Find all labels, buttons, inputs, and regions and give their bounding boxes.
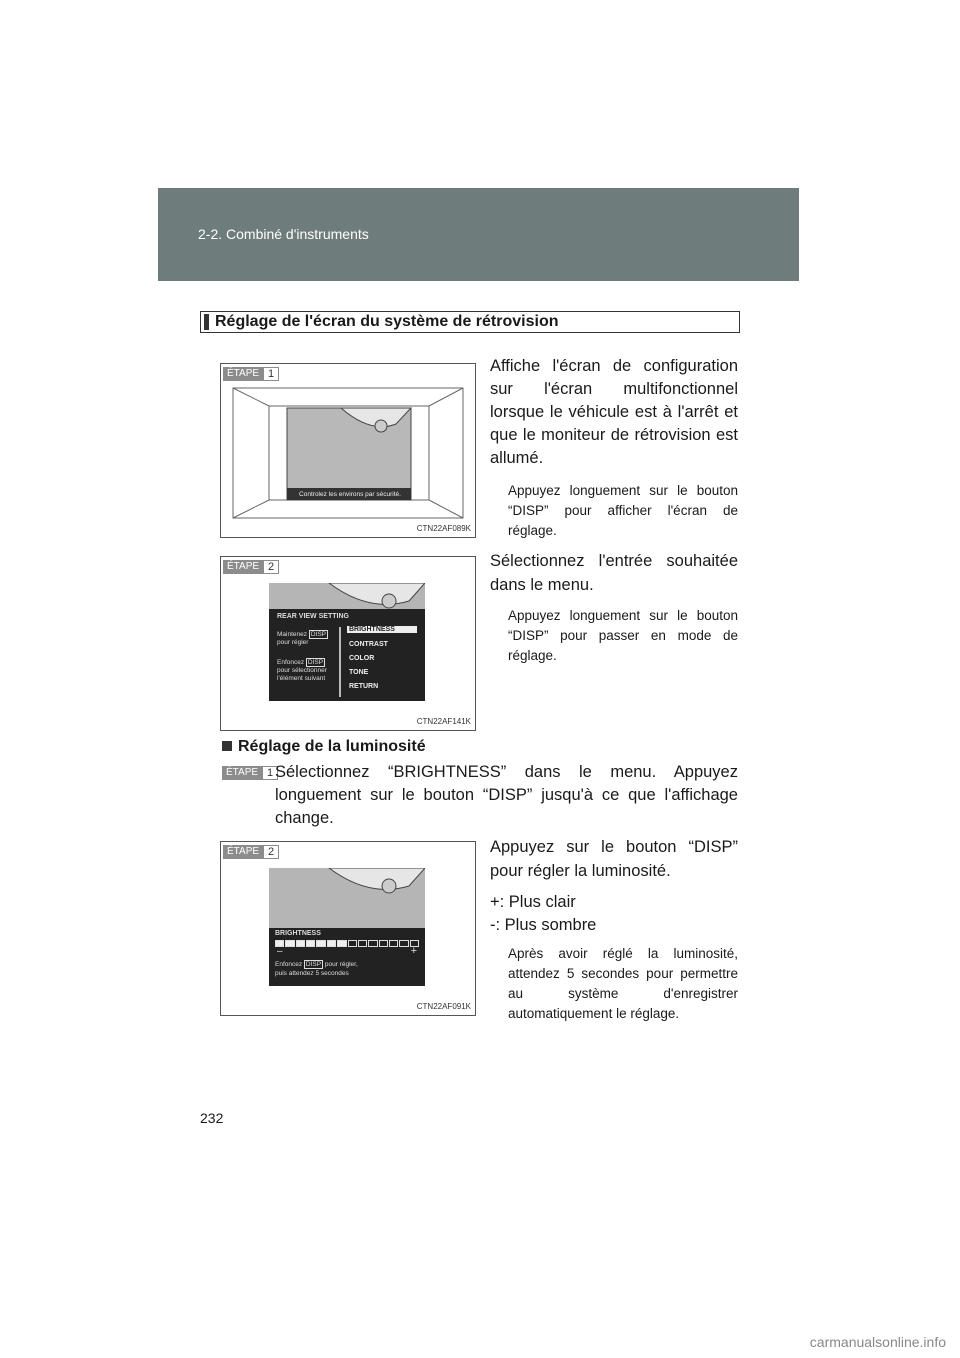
figure-brightness-screen: [220, 841, 476, 1016]
brightness-segment: [285, 940, 294, 947]
brightness-segment: [348, 940, 357, 947]
figure-code: CTN22AF141K: [416, 717, 471, 726]
hold-instruction: Maintenez DISP pour régler: [277, 631, 326, 646]
plus-explanation: +: Plus clair: [490, 893, 576, 911]
menu-item-color: COLOR: [349, 655, 375, 662]
section-title: Réglage de l'écran du système de rétrovision: [200, 311, 740, 333]
paragraph-adjust: Appuyez sur le bouton “DISP” pour régler la luminosité.: [490, 838, 738, 880]
menu-item-tone: TONE: [349, 669, 369, 676]
figure-code: CTN22AF089K: [416, 524, 471, 533]
brightness-segment: [389, 940, 398, 947]
brightness-segment: [316, 940, 325, 947]
step-badge: ÉTAPE 1: [222, 766, 278, 780]
settings-menu-panel: [269, 609, 425, 701]
paragraph-setup: Affiche l'écran de configuration sur l'écran multifonctionnel lorsque le véhicule est à l'arrêt et que le moniteur de rétrovision est allumé.: [490, 357, 738, 467]
brightness-label: BRIGHTNESS: [275, 930, 321, 937]
screen-caption: Controlez les environs par sécurité.: [299, 491, 401, 498]
subsection-heading: Réglage de la luminosité: [222, 738, 426, 756]
chapter-header: [158, 188, 799, 281]
page-number: 232: [200, 1110, 224, 1126]
brightness-segment: [358, 940, 367, 947]
display-frame-illustration: [221, 364, 475, 537]
figure-menu-screen: [220, 556, 476, 731]
square-bullet-icon: [222, 741, 232, 751]
paragraph-step1: Sélectionnez “BRIGHTNESS” dans le menu. Appuyez longuement sur le bouton “DISP” jusqu'à ce que l'affichage change.: [275, 763, 738, 827]
bumper-illustration: [269, 868, 425, 908]
note-select: Appuyez longuement sur le bouton “DISP” pour passer en mode de réglage.: [508, 608, 738, 663]
brightness-segment: [327, 940, 336, 947]
brightness-instruction: Enfoncez DISP pour régler, puis attendez 5 secondes: [275, 961, 358, 977]
menu-item-brightness: BRIGHTNESS: [347, 626, 417, 633]
minus-explanation: -: Plus sombre: [490, 916, 597, 934]
brightness-segment: [379, 940, 388, 947]
plus-sign: +: [410, 945, 417, 957]
brightness-segment: [399, 940, 408, 947]
brightness-segment: [337, 940, 346, 947]
paragraph-select: Sélectionnez l'entrée souhaitée dans le menu.: [490, 552, 738, 594]
watermark-footer: carmanualsonline.info: [809, 1334, 946, 1350]
brightness-segment: [296, 940, 305, 947]
step-badge: ÉTAPE 2: [223, 845, 279, 859]
brightness-level-bar: [275, 940, 419, 947]
brightness-segment: [368, 940, 377, 947]
note-adjust: Après avoir réglé la luminosité, attendez 5 secondes pour permettre au système d'enregistrer automatiquement le réglage.: [508, 946, 738, 1021]
brightness-panel: [269, 928, 425, 986]
figure-code: CTN22AF091K: [416, 1002, 471, 1011]
menu-item-return: RETURN: [349, 683, 379, 690]
minus-sign: –: [277, 946, 283, 957]
figure-setup-screen: [220, 363, 476, 538]
step-badge: ÉTAPE 1: [223, 367, 279, 381]
press-instruction: Enfoncez DISP pour sélectionner l'élément suivant: [277, 659, 327, 682]
step-badge: ÉTAPE 2: [223, 560, 279, 574]
chapter-title: 2-2. Combiné d'instruments: [198, 226, 369, 242]
menu-title: REAR VIEW SETTING: [277, 613, 349, 620]
camera-screen: [269, 583, 425, 701]
camera-screen: [269, 868, 425, 986]
brightness-segment: [306, 940, 315, 947]
menu-divider: [339, 627, 341, 697]
note-setup: Appuyez longuement sur le bouton “DISP” pour afficher l'écran de réglage.: [508, 483, 738, 538]
menu-item-contrast: CONTRAST: [349, 641, 388, 648]
